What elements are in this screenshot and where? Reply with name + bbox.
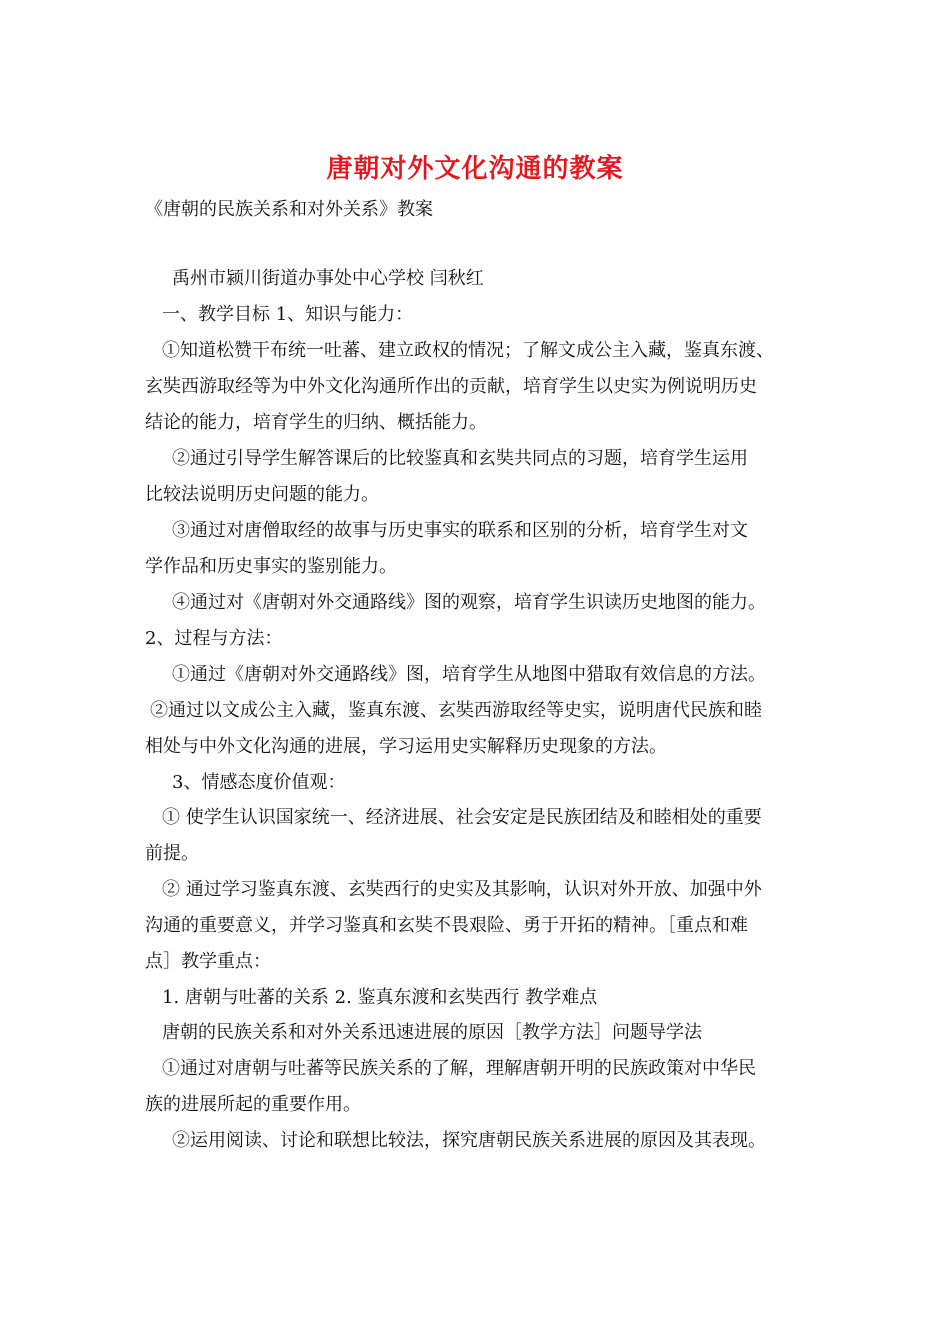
section-heading: 3、情感态度价值观： [172,772,346,793]
author-line: 禹州市颍川街道办事处中心学校 闫秋红 [172,268,484,289]
subtitle-line: 《唐朝的民族关系和对外关系》教案 [145,199,433,220]
paragraph-line: 沟通的重要意义，并学习鉴真和玄奘不畏艰险、勇于开拓的精神。［重点和难 [145,915,748,936]
paragraph-line: 结论的能力，培育学生的归纳、概括能力。 [145,412,487,433]
paragraph-line: 相处与中外文化沟通的进展，学习运用史实解释历史现象的方法。 [145,736,667,757]
document-title: 唐朝对外文化沟通的教案 [326,154,624,184]
paragraph-line: ②运用阅读、讨论和联想比较法，探究唐朝民族关系进展的原因及其表现。 [172,1130,766,1151]
paragraph-line: 玄奘西游取经等为中外文化沟通所作出的贡献，培育学生以史实为例说明历史 [145,376,757,397]
paragraph-line: 唐朝的民族关系和对外关系迅速进展的原因［教学方法］问题导学法 [162,1022,702,1043]
paragraph-line: 1. 唐朝与吐蕃的关系 2. 鉴真东渡和玄奘西行 教学难点 [162,987,598,1008]
paragraph-line: 族的进展所起的重要作用。 [145,1094,361,1115]
paragraph-line: 点］教学重点： [145,951,271,972]
section-heading: 2、过程与方法： [145,628,283,649]
paragraph-line: ③通过对唐僧取经的故事与历史事实的联系和区别的分析，培育学生对文 [172,520,748,541]
paragraph-line: ①通过《唐朝对外交通路线》图，培育学生从地图中猎取有效信息的方法。 [172,664,766,685]
paragraph-line: ①通过对唐朝与吐蕃等民族关系的了解，理解唐朝开明的民族政策对中华民 [162,1058,756,1079]
paragraph-line: 比较法说明历史问题的能力。 [145,484,379,505]
paragraph-line: ②通过引导学生解答课后的比较鉴真和玄奘共同点的习题，培育学生运用 [172,448,748,469]
paragraph-line: ② 通过学习鉴真东渡、玄奘西行的史实及其影响，认识对外开放、加强中外 [162,879,762,900]
paragraph-line: 前提。 [145,843,199,864]
paragraph-line: ④通过对《唐朝对外交通路线》图的观察，培育学生识读历史地图的能力。 [172,592,766,613]
paragraph-line: ②通过以文成公主入藏，鉴真东渡、玄奘西游取经等史实，说明唐代民族和睦 [150,700,762,721]
paragraph-line: 学作品和历史事实的鉴别能力。 [145,556,397,577]
paragraph-line: ① 使学生认识国家统一、经济进展、社会安定是民族团结及和睦相处的重要 [162,807,762,828]
paragraph-line: ①知道松赞干布统一吐蕃、建立政权的情况；了解文成公主入藏，鉴真东渡、 [162,340,774,361]
section-heading: 一、教学目标 1、知识与能力： [162,304,414,325]
